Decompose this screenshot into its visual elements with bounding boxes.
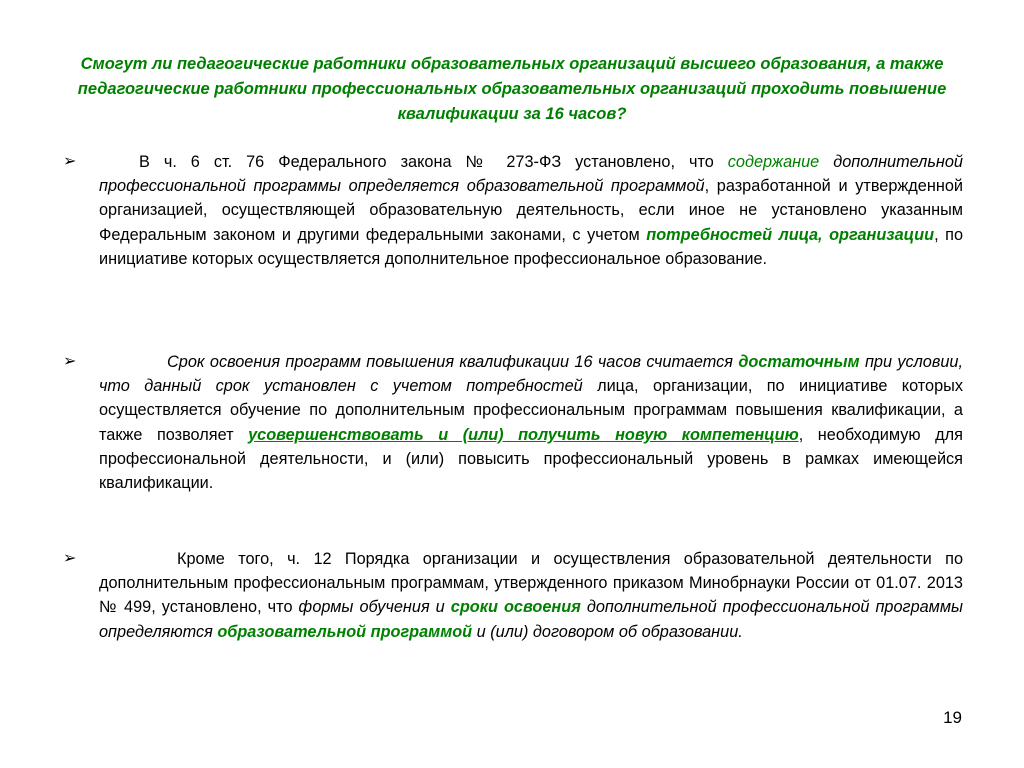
- bullet1-text-part-1: В ч. 6 ст. 76 Федерального закона № 273-ФЗ установлено, что: [139, 153, 728, 171]
- bullet3-text-part-1: Кроме того, ч. 12 Порядка организации и осуществления образовательной деятельности по дополнительным профессиональным программам, утвержденного приказом Минобрнауки России от 01.07. 2013 № 499, установлено, что: [99, 550, 963, 617]
- arrow-bullet-icon: ➢: [63, 353, 77, 370]
- bullet2-highlight-sufficient: достаточным: [738, 353, 860, 371]
- bullet2-text-part-3: при условии, что данный срок установлен с учетом потребностей: [99, 353, 963, 396]
- bullet2-text-part-6: , необходимую для профессиональной деятельности, и (или) повысить профессиональный уровень в рамках имеющейся квалификации.: [99, 425, 963, 493]
- bullet2-highlight-competence: усовершенствовать и (или) получить новую компетенцию: [248, 425, 799, 444]
- arrow-bullet-icon: ➢: [63, 550, 77, 567]
- bullet3-highlight-terms: сроки освоения: [450, 598, 581, 617]
- bullet1-text-part-3: дополнительной профессиональной программы определяется образовательной программой: [99, 153, 963, 196]
- bullet2-text-part-4: лица, организации, по инициативе которых осуществляется обучение по дополнительным профессиональным программам повышения квалификации, а также позволяет: [99, 377, 963, 444]
- bullet-item-2: [63, 350, 963, 495]
- bullet-text-2: [99, 350, 963, 495]
- bullet-text-3: [99, 547, 963, 644]
- bullet1-highlight-needs: потребностей лица, организации: [646, 225, 935, 244]
- bullet-text-1: [99, 150, 963, 271]
- bullet1-highlight-content: содержание: [727, 153, 820, 171]
- page-number: 19: [943, 708, 962, 727]
- bullet3-text-part-8: и (или) договором об образовании.: [472, 622, 743, 641]
- bullet-item-1: [63, 150, 963, 271]
- bullet3-highlight-program: образовательной программой: [217, 622, 473, 641]
- bullet3-text-part-5: дополнительной профессиональной программы определяются: [99, 598, 963, 641]
- bullet-item-3: [63, 547, 963, 644]
- bullet1-text-part-6: , по инициативе которых осуществляется дополнительное профессиональное образование.: [99, 225, 964, 268]
- slide-title: Смогут ли педагогические работники образовательных организаций высшего образования, а также педагогические работники профессиональных образовательных организаций проходить повышение квалификации за 16 часов?: [77, 55, 947, 123]
- bullet2-text-part-1: Срок освоения программ повышения квалификации 16 часов считается: [167, 353, 739, 371]
- arrow-bullet-icon: ➢: [63, 153, 77, 170]
- bullet3-text-part-2: формы обучения и: [298, 598, 445, 617]
- bullet1-text-part-4: , разработанной и утвержденной организацией, осуществляющей образовательную деятельность, если иное не установлено указанным Федеральным законом и другими федеральными законами, с учетом: [99, 177, 963, 244]
